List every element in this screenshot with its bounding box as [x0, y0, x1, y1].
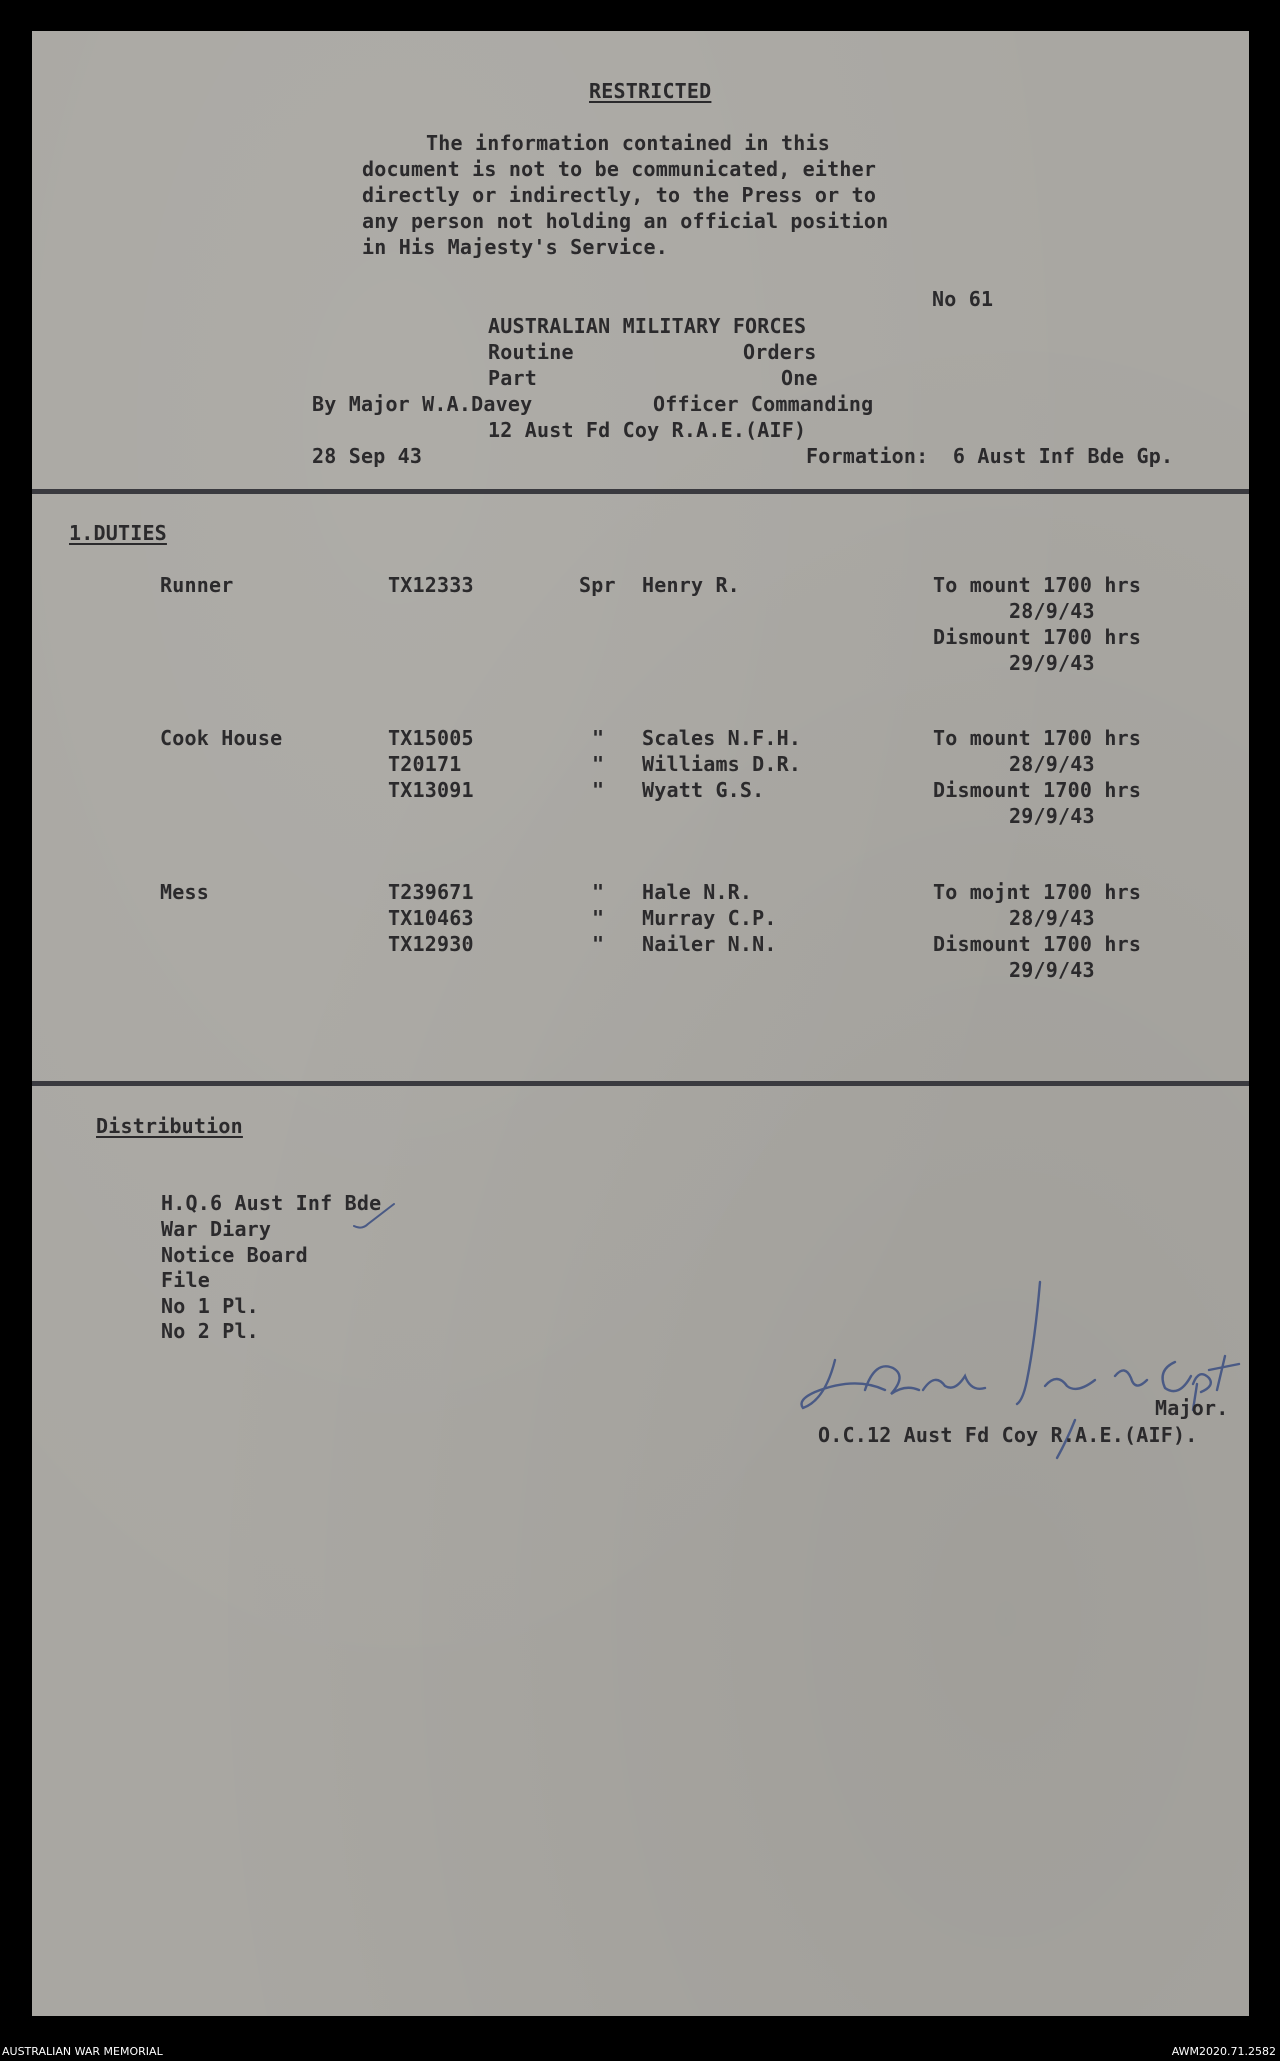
- distribution-item: File: [161, 1268, 210, 1292]
- rank: ": [592, 752, 605, 776]
- part-number: One: [781, 366, 818, 390]
- notice-line-2: document is not to be communicated, either: [362, 157, 877, 181]
- duty-role-cook-house: Cook House: [160, 726, 283, 750]
- routine-label: Routine: [488, 340, 574, 364]
- order-date: 28 Sep 43: [312, 444, 423, 468]
- notice-line-1: The information contained in this: [426, 131, 830, 155]
- section-divider-bottom: [32, 1081, 1249, 1086]
- duty-role-mess: Mess: [160, 880, 209, 904]
- duty-role-runner: Runner: [160, 573, 234, 597]
- schedule-mount: To mojnt 1700 hrs: [933, 880, 1142, 904]
- formation: Formation: 6 Aust Inf Bde Gp.: [806, 444, 1174, 468]
- service-number: TX12333: [388, 573, 474, 597]
- distribution-item: Notice Board: [161, 1243, 308, 1267]
- soldier-name: Hale N.R.: [642, 880, 753, 904]
- section-divider-top: [32, 489, 1249, 494]
- service-number: T239671: [388, 880, 474, 904]
- rank: ": [592, 906, 605, 930]
- service-number: TX10463: [388, 906, 474, 930]
- soldier-name: Wyatt G.S.: [642, 778, 765, 802]
- notice-line-5: in His Majesty's Service.: [362, 235, 669, 259]
- distribution-item: No 2 Pl.: [161, 1319, 259, 1343]
- check-mark-icon: [350, 1200, 400, 1240]
- rank: ": [592, 726, 605, 750]
- soldier-name: Murray C.P.: [642, 906, 777, 930]
- footer-source: AUSTRALIAN WAR MEMORIAL: [2, 2045, 163, 2058]
- distribution-item: War Diary: [161, 1217, 272, 1241]
- rank: Spr: [579, 573, 616, 597]
- unit-name: 12 Aust Fd Coy R.A.E.(AIF): [488, 418, 807, 442]
- orders-label: Orders: [743, 340, 817, 364]
- schedule-mount-date: 28/9/43: [1009, 906, 1095, 930]
- schedule-dismount: Dismount 1700 hrs: [933, 932, 1142, 956]
- schedule-dismount-date: 29/9/43: [1009, 958, 1095, 982]
- rank: ": [592, 932, 605, 956]
- distribution-heading: Distribution: [96, 1114, 243, 1138]
- schedule-dismount-date: 29/9/43: [1009, 804, 1095, 828]
- schedule-mount: To mount 1700 hrs: [933, 573, 1142, 597]
- rank: ": [592, 880, 605, 904]
- service-number: T20171: [388, 752, 462, 776]
- schedule-dismount: Dismount 1700 hrs: [933, 778, 1142, 802]
- soldier-name: Nailer N.N.: [642, 932, 777, 956]
- schedule-dismount-date: 29/9/43: [1009, 651, 1095, 675]
- schedule-dismount: Dismount 1700 hrs: [933, 625, 1142, 649]
- signatory-unit: O.C.12 Aust Fd Coy R.A.E.(AIF).: [818, 1423, 1198, 1447]
- classification-heading: RESTRICTED: [589, 79, 712, 103]
- distribution-item: H.Q.6 Aust Inf Bde: [161, 1191, 382, 1215]
- issued-by: By Major W.A.Davey: [312, 392, 533, 416]
- officer-commanding: Officer Commanding: [653, 392, 874, 416]
- soldier-name: Williams D.R.: [642, 752, 802, 776]
- schedule-mount: To mount 1700 hrs: [933, 726, 1142, 750]
- order-number: No 61: [932, 287, 994, 311]
- part-label: Part: [488, 366, 537, 390]
- document-title: AUSTRALIAN MILITARY FORCES: [488, 314, 807, 338]
- notice-line-4: any person not holding an official position: [362, 209, 889, 233]
- handwritten-signature: [795, 1280, 1245, 1480]
- schedule-mount-date: 28/9/43: [1009, 599, 1095, 623]
- service-number: TX12930: [388, 932, 474, 956]
- schedule-mount-date: 28/9/43: [1009, 752, 1095, 776]
- soldier-name: Scales N.F.H.: [642, 726, 802, 750]
- notice-line-3: directly or indirectly, to the Press or to: [362, 183, 877, 207]
- footer-accession-number: AWM2020.71.2582: [1171, 2045, 1276, 2058]
- rank: ": [592, 778, 605, 802]
- soldier-name: Henry R.: [642, 573, 740, 597]
- duties-heading: 1.DUTIES: [69, 521, 167, 545]
- distribution-item: No 1 Pl.: [161, 1294, 259, 1318]
- service-number: TX15005: [388, 726, 474, 750]
- signatory-title: Major.: [1155, 1396, 1229, 1420]
- service-number: TX13091: [388, 778, 474, 802]
